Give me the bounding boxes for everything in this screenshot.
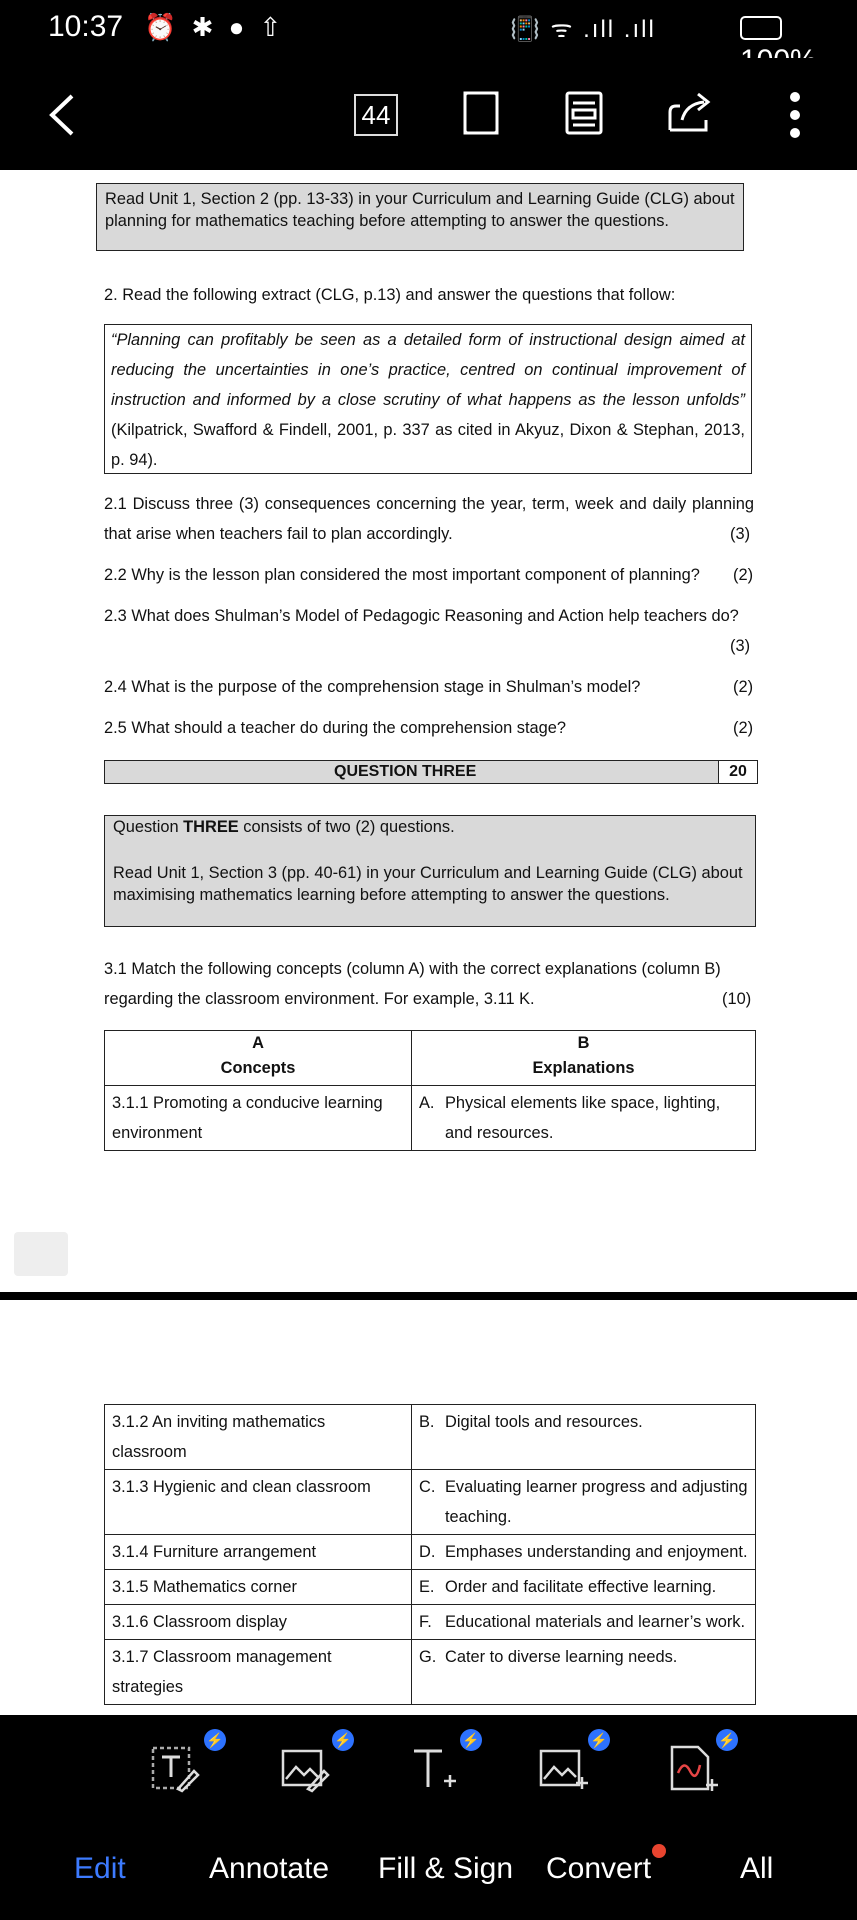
question-2-4: 2.4 What is the purpose of the comprehension stage in Shulman’s model? (104, 678, 641, 696)
concept-cell: 3.1.6 Classroom display (105, 1605, 412, 1640)
status-bar (0, 0, 857, 58)
tab-all[interactable]: All (740, 1852, 774, 1885)
column-b-header: B Explanations (412, 1031, 756, 1086)
premium-badge: ⚡ (204, 1729, 226, 1751)
quote-reference: (Kilpatrick, Swafford & Findell, 2001, p. 337 as cited in Akyuz, Dixon & Stephan, 2013, p. 94). (111, 421, 745, 469)
question-three-count: Question THREE consists of two (2) questions. (113, 818, 455, 836)
question-2-intro: 2. Read the following extract (CLG, p.13) and answer the questions that follow: (104, 286, 676, 304)
question-2-4-marks: (2) (733, 678, 754, 696)
bottom-tab-bar (0, 1820, 857, 1920)
top-toolbar (0, 58, 857, 170)
explanation-cell: F. Educational materials and learner’s work. (412, 1605, 756, 1640)
quote-box (104, 324, 752, 474)
question-three-info-box (104, 815, 756, 927)
tab-convert[interactable]: Convert (546, 1852, 652, 1885)
premium-badge: ⚡ (716, 1729, 738, 1751)
premium-badge: ⚡ (460, 1729, 482, 1751)
intro-box (96, 183, 744, 251)
concept-cell: 3.1.4 Furniture arrangement (105, 1535, 412, 1570)
battery-icon (740, 16, 782, 40)
question-2-3-marks: (3) (730, 637, 751, 655)
notification-dot (652, 1844, 666, 1858)
concept-cell: 3.1.5 Mathematics corner (105, 1570, 412, 1605)
premium-badge: ⚡ (588, 1729, 610, 1751)
add-image-icon[interactable] (538, 1743, 590, 1795)
explanation-cell: E. Order and facilitate effective learning. (412, 1570, 756, 1605)
question-2-2: 2.2 Why is the lesson plan considered the most important component of planning? (104, 566, 700, 584)
question-2-5-marks: (2) (733, 719, 754, 737)
concept-cell: 3.1.2 An inviting mathematics classroom (105, 1405, 412, 1470)
question-2-3: 2.3 What does Shulman’s Model of Pedagogic Reasoning and Action help teachers do? (104, 607, 739, 625)
question-3-1-marks: (10) (722, 990, 752, 1008)
page-number-button[interactable]: 44 (354, 94, 398, 136)
fullscreen-icon[interactable] (462, 90, 500, 136)
explanation-cell: G. Cater to diverse learning needs. (412, 1640, 756, 1705)
premium-badge: ⚡ (332, 1729, 354, 1751)
table-row (105, 1640, 756, 1705)
bottom-tools-bar (0, 1715, 857, 1820)
question-3-1: 3.1 Match the following concepts (column A) with the correct explanations (column B) regarding the classroom environment. For example, 3.11 K. (104, 960, 721, 1008)
table-row (105, 1086, 756, 1151)
add-text-icon[interactable] (408, 1743, 460, 1795)
question-three-header (104, 760, 758, 784)
explanation-cell: B. Digital tools and resources. (412, 1405, 756, 1470)
tab-edit[interactable]: Edit (74, 1852, 126, 1885)
edit-image-icon[interactable] (280, 1743, 332, 1795)
scroll-indicator[interactable] (14, 1232, 68, 1276)
tab-annotate[interactable]: Annotate (209, 1852, 330, 1885)
table-row (105, 1605, 756, 1640)
concept-cell: 3.1.3 Hygienic and clean classroom (105, 1470, 412, 1535)
question-three-title: QUESTION THREE (334, 763, 477, 780)
intro-box-text: Read Unit 1, Section 2 (pp. 13-33) in your Curriculum and Learning Guide (CLG) about planning for mathematics teaching before attempting to answer the questions. (105, 190, 735, 230)
share-icon[interactable] (666, 90, 716, 136)
table-row (105, 1405, 756, 1470)
table-row (105, 1570, 756, 1605)
tab-fill-sign[interactable]: Fill & Sign (378, 1852, 514, 1885)
question-2-2-marks: (2) (733, 566, 754, 584)
table-row (105, 1535, 756, 1570)
quote-text: “Planning can profitably be seen as a detailed form of instructional design aimed at reducing the uncertainties in one’s practice, centred on continual improvement of instruction and informed by a close scrutiny of what happens as the lesson unfolds” (111, 331, 745, 409)
question-2-1: 2.1 Discuss three (3) consequences concerning the year, term, week and daily planning that arise when teachers fail to plan accordingly. (104, 495, 754, 543)
question-three-reading: Read Unit 1, Section 3 (pp. 40-61) in your Curriculum and Learning Guide (CLG) about maximising mathematics learning before attempting to answer the questions. (113, 864, 743, 904)
column-a-header: A Concepts (105, 1031, 412, 1086)
status-left-icons: ⏰ ✱ ● ⇧ (144, 12, 286, 42)
matching-table-part-2 (104, 1404, 756, 1705)
more-options-icon[interactable] (788, 90, 802, 140)
back-icon[interactable] (46, 92, 76, 138)
concept-cell: 3.1.7 Classroom management strategies (105, 1640, 412, 1705)
status-right-icons: 📳 ᯤ .ıll .ıll (510, 16, 656, 43)
explanation-cell: C. Evaluating learner progress and adjusting teaching. (412, 1470, 756, 1535)
question-2-5: 2.5 What should a teacher do during the comprehension stage? (104, 719, 566, 737)
table-row (105, 1470, 756, 1535)
explanation-cell: A. Physical elements like space, lighting, and resources. (412, 1086, 756, 1151)
edit-text-icon[interactable] (150, 1743, 202, 1795)
explanation-cell: D. Emphases understanding and enjoyment. (412, 1535, 756, 1570)
matching-table-part-1 (104, 1030, 756, 1151)
concept-cell: 3.1.1 Promoting a conducive learning environment (105, 1086, 412, 1151)
sign-document-icon[interactable] (668, 1743, 720, 1795)
question-2-1-marks: (3) (730, 525, 751, 543)
status-time: 10:37 (48, 10, 124, 43)
reading-mode-icon[interactable] (564, 90, 604, 136)
question-three-total: 20 (718, 761, 757, 783)
page-divider (0, 1292, 857, 1300)
